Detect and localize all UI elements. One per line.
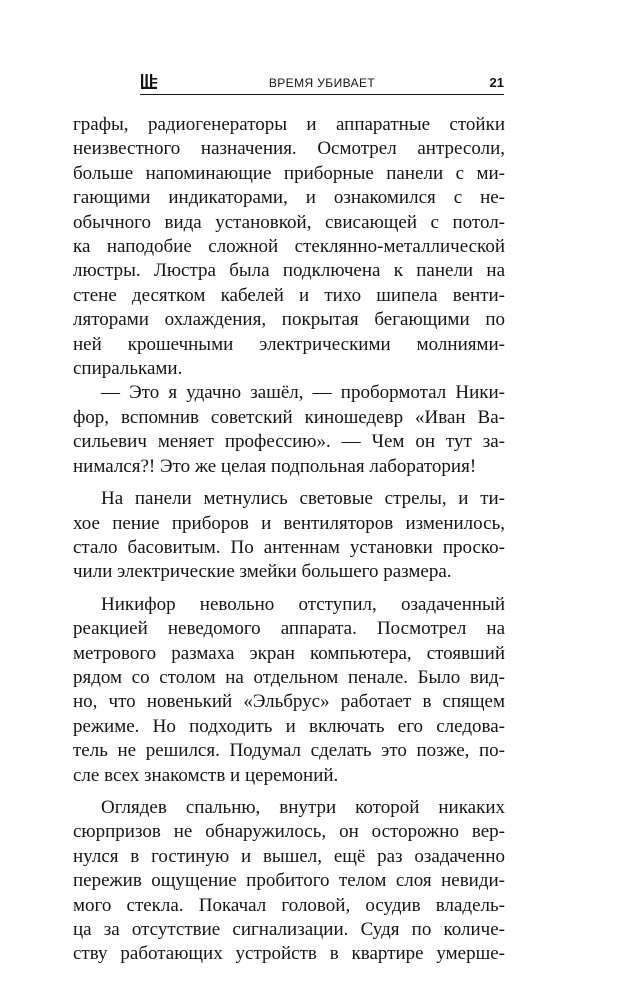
body-text [73,113,505,967]
text-line: стене десятком кабелей и тихо шипела венти- [73,284,505,306]
text-line: стало басовитым. По антеннам установки проско- [73,536,505,558]
header-rule [140,94,504,95]
text-line: Никифор невольно отступил, озадаченный [101,593,505,615]
text-line: реакцией неведомого аппарата. Посмотрел на [73,618,505,640]
text-line: ца за отсутствие сигнализации. Судя по количе- [73,919,505,940]
text-line: мого стекла. Покачал головой, осудив владель- [73,894,505,916]
text-line: нулся в гостиную и вышел, ещё раз озадаченно [73,845,505,867]
text-line: ству работающих устройств в квартире умерше- [73,943,505,965]
running-header [140,72,504,96]
text-line: Оглядев спальню, внутри которой никаких [101,796,505,818]
text-line: неизвестного назначения. Осмотрел антресоли, [73,138,505,160]
text-line: гающими индикаторами, и ознакомился с не- [73,187,505,209]
text-line: — Это я удачно зашёл, — пробормотал Ники- [101,382,505,404]
text-line: люстры. Люстра была подключена к панели на [73,260,505,282]
text-line: пережив ощущение пробитого телом слоя невиди- [73,870,505,892]
text-line: нимался?! Это же целая подпольная лаборатория! [73,455,477,477]
text-line: ней крошечными электрическими молниями- [73,333,505,355]
text-line: сюрпризов не обнаружилось, он осторожно вер- [73,821,505,843]
text-line: сле всех знакомств и церемоний. [73,764,339,786]
text-line: спиральками. [73,358,183,380]
text-line: чили электрические змейки большего размера. [73,561,452,583]
text-line: режиме. Но подходить и включать его следова- [73,715,505,737]
text-line: графы, радиогенераторы и аппаратные стойки [73,114,505,135]
text-line: тель не решился. Подумал сделать это позже, по- [73,740,505,762]
text-line: рядом со столом на отдельном пенале. Было вид- [73,666,505,688]
text-line: сильевич меняет профессию». — Чем он тут за- [73,431,505,453]
text-line: обычного вида установкой, свисающей с потол- [73,211,505,233]
text-line: хое пение приборов и вентиляторов изменилось, [73,512,505,534]
text-line: На панели метнулись световые стрелы, и ти- [101,488,505,510]
text-line: больше напоминающие приборные панели с ми- [73,162,505,184]
text-line: фор, вспомнив советский киношедевр «Иван Ва- [73,406,505,428]
text-line: метрового размаха экран компьютера, стоявший [73,642,505,664]
text-line: ляторами охлаждения, покрытая бегающими по [73,309,505,331]
text-line: но, что новенький «Эльбрус» работает в спящем [73,691,505,713]
running-title: ВРЕМЯ УБИВАЕТ [268,76,376,90]
text-line: ка наподобие сложной стеклянно-металлической [73,236,505,258]
page-number: 21 [489,75,504,90]
